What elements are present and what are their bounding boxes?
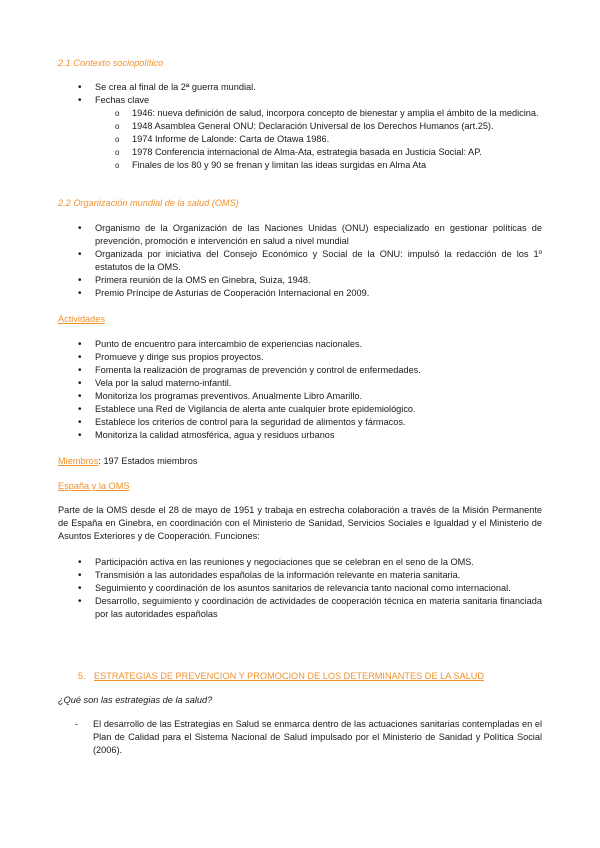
espana-title: España y la OMS [58,481,130,491]
fecha-item: o 1978 Conferencia internacional de Alma-Ata, estrategia basada en Justicia Social: AP. [115,146,542,159]
list-item: • Premio Príncipe de Asturias de Cooperación Internacional en 2009. [78,287,542,300]
list-item: • Fechas clave o 1946: nueva definición de salud, incorpora concepto de bienestar y amplia el ámbito de la medicina. o 1948 Asamblea General ONU: Declaración Universal de los Derechos Humanos (art.25). o 1974 Informe de Lalonde: Carta de Otawa 1986. o 1978 Conferencia internacional de Alma-Ata, estrategia basada en Justicia Social: AP. o Finales de los 80 y 90 se frenan y limitan las ideas surgidas en Alma Ata [78,94,542,172]
section-5-heading [78,670,484,683]
section-2-1-list [78,81,542,172]
list-item: • Se crea al final de la 2ª guerra mundial. [78,81,542,94]
fecha-item: o 1974 Informe de Lalonde: Carta de Otawa 1986. [115,133,542,146]
list-item: • Organizada por iniciativa del Consejo Económico y Social de la ONU: impulsó la redacción de los 1º estatutos de la OMS. [78,248,542,274]
list-item: • Participación activa en las reuniones y negociaciones que se celebran en el seno de la OMS. [78,556,542,569]
list-item: • Monitoriza los programas preventivos. Anualmente Libro Amarillo. [78,390,542,403]
question-heading: ¿Qué son las estrategias de la salud? [58,695,213,705]
list-item: • Organismo de la Organización de las Naciones Unidas (ONU) especializado en gestionar políticas de prevención, promoción e intervención en salud a nivel mundial [78,222,542,248]
section-2-1-title: 2.1 Contexto sociopolítico [58,58,164,68]
miembros-line [58,455,197,468]
actividades-list [78,338,542,442]
fechas-list [95,107,542,172]
espana-list [78,556,542,621]
section-2-2-title: 2.2 Organización mundial de la salud (OMS) [58,198,239,208]
list-item: • Primera reunión de la OMS en Ginebra, Suiza, 1948. [78,274,542,287]
fecha-item: o 1946: nueva definición de salud, incorpora concepto de bienestar y amplia el ámbito de la medicina. [115,107,542,120]
list-item: • Transmisión a las autoridades españolas de la información relevante en materia sanitaria. [78,569,542,582]
fecha-item: o Finales de los 80 y 90 se frenan y limitan las ideas surgidas en Alma Ata [115,159,542,172]
list-item: • Punto de encuentro para intercambio de experiencias nacionales. [78,338,542,351]
fecha-item: o 1948 Asamblea General ONU: Declaración Universal de los Derechos Humanos (art.25). [115,120,542,133]
list-item: • Establece una Red de Vigilancia de alerta ante cualquier brote epidemiológico. [78,403,542,416]
section-5-title: ESTRATEGIAS DE PREVENCION Y PROMOCION DE LOS DETERMINANTES DE LA SALUD [94,671,485,681]
list-item: • Fomenta la realización de programas de prevención y control de enfermedades. [78,364,542,377]
list-item: - El desarrollo de las Estrategias en Salud se enmarca dentro de las actuaciones sanitarias contempladas en el Plan de Calidad para el Sistema Nacional de Salud impulsado por el Ministerio de Sanidad y Política Social (2006). [75,718,542,757]
list-item: • Establece los criterios de control para la seguridad de alimentos y fármacos. [78,416,542,429]
section-5-number: 5. [78,671,86,681]
miembros-label: Miembros [58,456,99,466]
list-item: • Promueve y dirige sus propios proyectos. [78,351,542,364]
actividades-title: Actividades [58,314,105,324]
list-item: • Vela por la salud materno-infantil. [78,377,542,390]
espana-paragraph: Parte de la OMS desde el 28 de mayo de 1951 y trabaja en estrecha colaboración a través de la Misión Permanente de España en Ginebra, en coordinación con el Ministerio de Sanidad, Servicios Sociales e Igualdad y el Ministerio de Asuntos Exteriores y de Cooperación. Funciones: [58,505,542,541]
list-item: • Seguimiento y coordinación de los asuntos sanitarios de relevancia tanto nacional como internacional. [78,582,542,595]
list-item: • Monitoriza la calidad atmosférica, agua y residuos urbanos [78,429,542,442]
miembros-text: : 197 Estados miembros [98,456,198,466]
list-item: • Desarrollo, seguimiento y coordinación de actividades de cooperación técnica en materia sanitaria financiada por las autoridades españolas [78,595,542,621]
dash-list [75,718,542,757]
section-2-2-list [78,222,542,300]
